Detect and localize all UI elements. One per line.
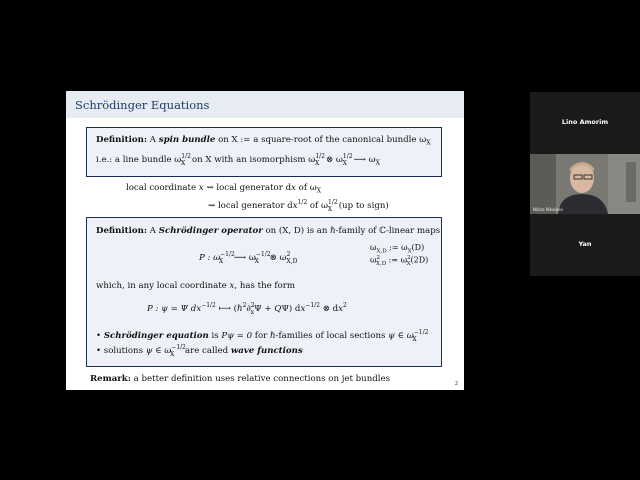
bullet-icon: • [96,330,104,341]
text: on (X, D) is an ℏ-family of ℂ-linear maps [262,226,441,236]
math-x: x [300,303,306,314]
local-generator-line [208,199,389,213]
text: on X with an isomorphism ω [189,154,316,165]
slide-page-number: 2 [454,381,458,387]
superscript: 1/2 [315,153,325,160]
superscript: −1/2 [171,344,186,351]
superscript: 2 [343,302,347,309]
definition-schrodinger-line1 [96,226,440,236]
subscript: x [250,308,255,316]
definition-box-spin-bundle [86,127,442,177]
operator-local-form [147,302,347,316]
map-arrow: ⟶ ω [231,252,256,263]
text: • solutions [96,345,146,356]
definition-spin-bundle-line2 [96,153,380,167]
text: := ω [386,255,408,265]
participant-name: Yan [578,240,592,248]
subscript: X [218,257,224,265]
subscript: X [316,187,322,195]
superscript: 1/2 [328,199,338,206]
iso-arrow: ⟶ ω [350,154,376,165]
superscript: 1/2 [181,153,191,160]
text: ∂ [246,303,251,314]
subscript: X [406,261,411,268]
text: on X := a square-root of the canonical bundle ω [215,135,427,145]
maps-to-arrow: ⟼ [215,303,234,314]
squiggle-arrow: ⇝ [208,200,218,211]
text: which, in any local coordinate [96,281,230,291]
text: for ℏ-families of local sections [252,330,389,341]
text: ⊗ ω [323,154,343,165]
text: Ψ + [254,303,275,314]
text: := ω [386,243,408,252]
subscript: X [412,335,417,343]
subscript: X [327,205,332,213]
superscript: −1/2 [413,329,429,336]
text: A [147,135,159,145]
superscript: −1/2 [305,302,320,309]
subscript: X [314,159,320,167]
superscript: 1/2 [342,153,353,160]
math-q: Q [274,303,282,314]
text: ψ ∈ ω [145,345,172,356]
term-spin-bundle: spin bundle [158,135,216,145]
text: A [147,226,159,236]
text: ⊗ ω [266,252,287,263]
text: (up to sign) [335,200,389,211]
superscript: 1/2 [297,199,308,206]
math-x: x [292,200,298,211]
superscript: 2 [250,302,255,309]
subscript: X [342,159,347,167]
text: (D) [411,243,425,252]
subscript: X,D [376,248,387,255]
text: local generator d [216,183,292,193]
subscript: X [407,248,412,255]
text: is [208,330,222,341]
text: (2D) [410,255,429,265]
text: local generator d [217,200,293,211]
text: of ω [295,183,317,193]
text: ω [370,243,377,252]
term-wave-functions: wave functions [230,345,303,356]
math-x: x [198,183,204,193]
subscript: X [426,139,431,147]
text: , has the form [234,281,296,291]
subscript: X [170,350,175,358]
bullet-schrodinger-equation [96,329,429,343]
speaker-video-frame [530,154,640,214]
text: Pψ = 0 [221,330,253,341]
text: ⊗ d [319,303,339,314]
bullet-wave-functions [96,344,303,358]
superscript: −1/2 [201,302,216,309]
superscript: −1/2 [255,251,271,258]
subscript: X [180,159,186,167]
remark-label: Remark: [90,374,131,384]
term-schrodinger-operator: Schrödinger operator [158,226,263,236]
superscript: 2 [242,302,247,309]
text: P : ω [199,252,221,263]
remark [90,374,390,384]
subscript: X [375,159,380,167]
definition-label: Definition: [96,135,148,145]
text: (ℏ [233,303,243,314]
text: Ψ) d [281,303,301,314]
participant-name: Lino Amorim [561,118,609,126]
operator-map [199,251,297,265]
text: i.e.: a line bundle ω [96,154,182,165]
subscript: X [254,257,259,265]
local-coordinate-line [126,183,321,195]
omega-xd-definition [370,243,424,255]
superscript: 2 [407,255,411,261]
definition-box-schrodinger-operator [86,217,442,367]
superscript: −1/2 [220,251,235,258]
text: P : ψ = Ψ d [147,303,197,314]
slide-header [66,91,464,118]
definition-spin-bundle-line1 [96,135,431,147]
math-x: x [291,183,296,193]
local-form-intro [96,281,295,291]
slide-title: Schrödinger Equations [75,98,210,112]
definition-label: Definition: [96,226,148,236]
participant-video-tile[interactable] [530,154,640,214]
math-x: x [338,303,344,314]
text: are called [182,345,231,356]
text: ω [370,255,377,265]
text: of ω [307,200,329,211]
superscript: 2 [376,255,381,261]
superscript: 2 [286,251,291,258]
slide [66,91,464,390]
math-x: x [196,303,202,314]
participant-tile-yan[interactable] [530,214,640,276]
participant-name: Nikita Nikolaev [533,207,563,212]
subscript: X,D [376,261,387,268]
text: ψ ∈ ω [388,330,414,341]
squiggle-arrow: ⇝ [203,183,217,193]
participant-tile-lino[interactable] [530,92,640,154]
remark-text: a better definition uses relative connections on jet bundles [130,374,391,384]
text: local coordinate [126,183,199,193]
term-schrodinger-equation: Schrödinger equation [103,330,209,341]
omega2-xd-definition [370,255,428,267]
subscript: X,D [286,257,298,265]
math-x: x [229,281,235,291]
